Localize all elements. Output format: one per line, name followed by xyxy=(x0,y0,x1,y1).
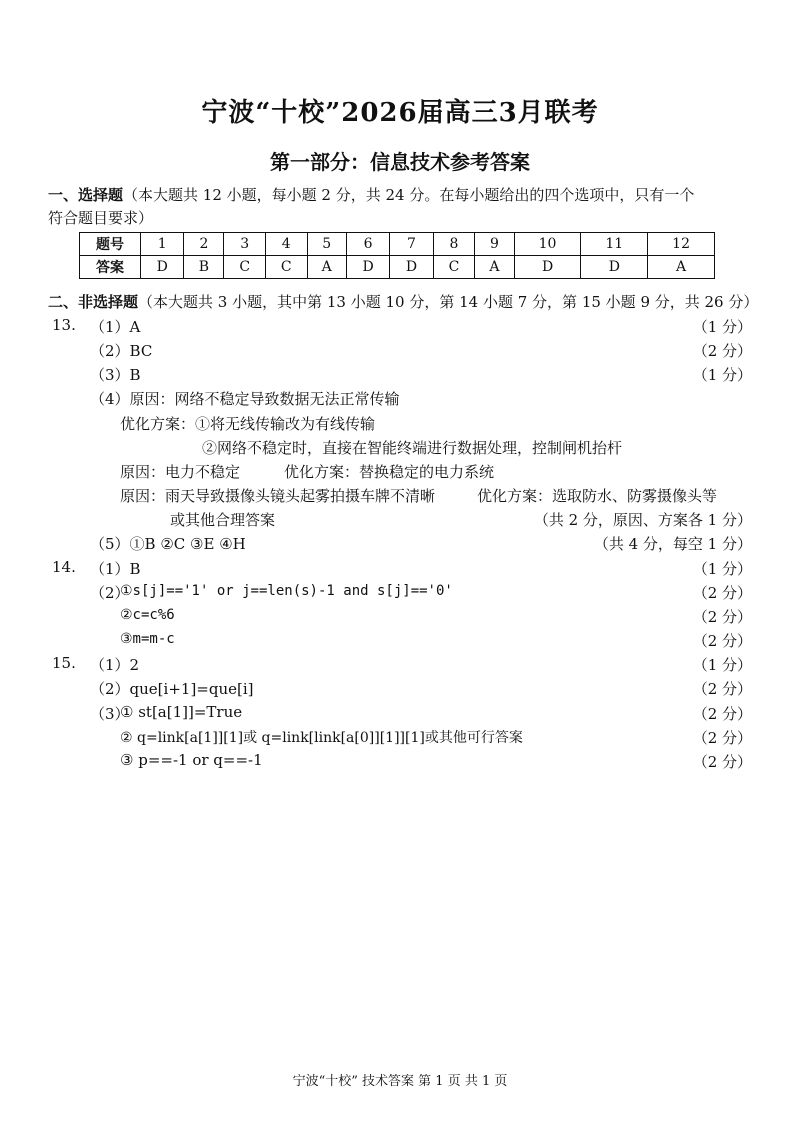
q13-score-4: （共 2 分，原因、方案各 1 分） xyxy=(533,511,752,529)
section-2-title: 二、非选择题 xyxy=(48,293,139,311)
table-cell: C xyxy=(265,256,307,279)
table-cell: 8 xyxy=(433,233,475,256)
section-1-description: （本大题共 12 小题，每小题 2 分，共 24 分。在每小题给出的四个选项中，只有一个 xyxy=(123,186,695,204)
page-subtitle: 第一部分：信息技术参考答案 xyxy=(270,150,530,174)
table-cell: 7 xyxy=(390,233,433,256)
section-1-title: 一、选择题 xyxy=(48,186,124,204)
q13-answer-4-alt-reason-2: 原因：雨天导致摄像头镜头起雾拍摄车牌不清晰 xyxy=(120,487,436,505)
table-row-numbers xyxy=(80,233,715,256)
q13-score-1: （1 分） xyxy=(692,318,752,336)
table-cell: D xyxy=(581,256,648,279)
q15-score-3-1: （2 分） xyxy=(692,705,752,723)
section-1-description-cont: 符合题目要求） xyxy=(48,209,154,227)
q13-answer-4-other: 或其他合理答案 xyxy=(170,511,276,529)
q13-score-3: （1 分） xyxy=(692,366,752,384)
table-cell: 6 xyxy=(346,233,389,256)
table-cell: A xyxy=(475,256,514,279)
table-cell: C xyxy=(224,256,266,279)
q15-answer-3-1: ① st[a[1]]=True xyxy=(120,703,243,721)
question-14-number: 14. xyxy=(52,558,76,576)
q14-score-2-1: （2 分） xyxy=(692,584,752,602)
table-header-number: 题号 xyxy=(80,233,141,256)
page-footer: 宁波“十校” 技术答案 第 1 页 共 1 页 xyxy=(292,1074,508,1089)
table-cell: A xyxy=(648,256,715,279)
table-cell: 3 xyxy=(224,233,266,256)
table-cell: D xyxy=(514,256,581,279)
q15-answer-3-2: ② q=link[a[1]][1]或 q=link[link[a[0]][1]][1]或其他可行答案 xyxy=(120,730,523,746)
table-cell: 2 xyxy=(184,233,224,256)
q14-score-2-2: （2 分） xyxy=(692,608,752,626)
question-15-number: 15. xyxy=(52,654,76,672)
section-1-header xyxy=(48,184,694,205)
q14-answer-1: （1）B xyxy=(90,560,141,578)
q13-score-5: （共 4 分，每空 1 分） xyxy=(593,535,752,553)
q15-score-3-2: （2 分） xyxy=(692,729,752,747)
q14-score-1: （1 分） xyxy=(692,560,752,578)
q13-answer-2: （2）BC xyxy=(90,342,153,360)
table-cell: A xyxy=(307,256,346,279)
section-2-header xyxy=(48,291,758,312)
q14-answer-2-1: ①s[j]=='1' or j==len(s)-1 and s[j]=='0' xyxy=(120,583,453,599)
table-cell: 5 xyxy=(307,233,346,256)
table-row-answers xyxy=(80,256,715,279)
q13-answer-4-alt-solution-1: 优化方案：替换稳定的电力系统 xyxy=(284,463,495,481)
table-cell: 9 xyxy=(475,233,514,256)
q15-answer-3-3: ③ p==-1 or q==-1 xyxy=(120,751,263,769)
section-2-description: （本大题共 3 小题，其中第 13 小题 10 分，第 14 小题 7 分，第 15 小题 9 分，共 26 分） xyxy=(138,293,759,311)
table-cell: D xyxy=(346,256,389,279)
q13-answer-4-reason: （4）原因：网络不稳定导致数据无法正常传输 xyxy=(90,390,400,408)
page-title: 宁波“十校”2026届高三3月联考 xyxy=(201,98,599,128)
question-13-number: 13. xyxy=(52,316,76,334)
q15-score-1: （1 分） xyxy=(692,656,752,674)
q13-answer-3: （3）B xyxy=(90,366,141,384)
q15-answer-3-prefix: （3） xyxy=(90,705,130,723)
q13-answer-4-solution-1: 优化方案：①将无线传输改为有线传输 xyxy=(120,415,376,433)
q13-answer-4-alt-solution-2: 优化方案：选取防水、防雾摄像头等 xyxy=(477,487,718,505)
table-cell: 11 xyxy=(581,233,648,256)
q14-answer-2-prefix: （2） xyxy=(90,584,130,602)
q13-score-2: （2 分） xyxy=(692,342,752,360)
q14-score-2-3: （2 分） xyxy=(692,632,752,650)
table-cell: D xyxy=(141,256,184,279)
table-cell: B xyxy=(184,256,224,279)
q15-score-2: （2 分） xyxy=(692,680,752,698)
q15-score-3-3: （2 分） xyxy=(692,753,752,771)
table-cell: 10 xyxy=(514,233,581,256)
table-cell: D xyxy=(390,256,433,279)
q13-answer-5: （5）①B ②C ③E ④H xyxy=(90,535,246,553)
table-cell: 12 xyxy=(648,233,715,256)
q13-answer-4-alt-reason-1: 原因：电力不稳定 xyxy=(120,463,241,481)
q13-answer-1: （1）A xyxy=(90,318,141,336)
q14-answer-2-2: ②c=c%6 xyxy=(120,607,175,623)
q14-answer-2-3: ③m=m-c xyxy=(120,631,175,647)
q13-answer-4-solution-2: ②网络不稳定时，直接在智能终端进行数据处理，控制闸机抬杆 xyxy=(202,439,623,457)
answer-table xyxy=(79,232,715,279)
table-cell: 4 xyxy=(265,233,307,256)
table-cell: C xyxy=(433,256,475,279)
table-cell: 1 xyxy=(141,233,184,256)
q15-answer-2: （2）que[i+1]=que[i] xyxy=(90,680,254,698)
table-header-answer: 答案 xyxy=(80,256,141,279)
q15-answer-1: （1）2 xyxy=(90,656,140,674)
